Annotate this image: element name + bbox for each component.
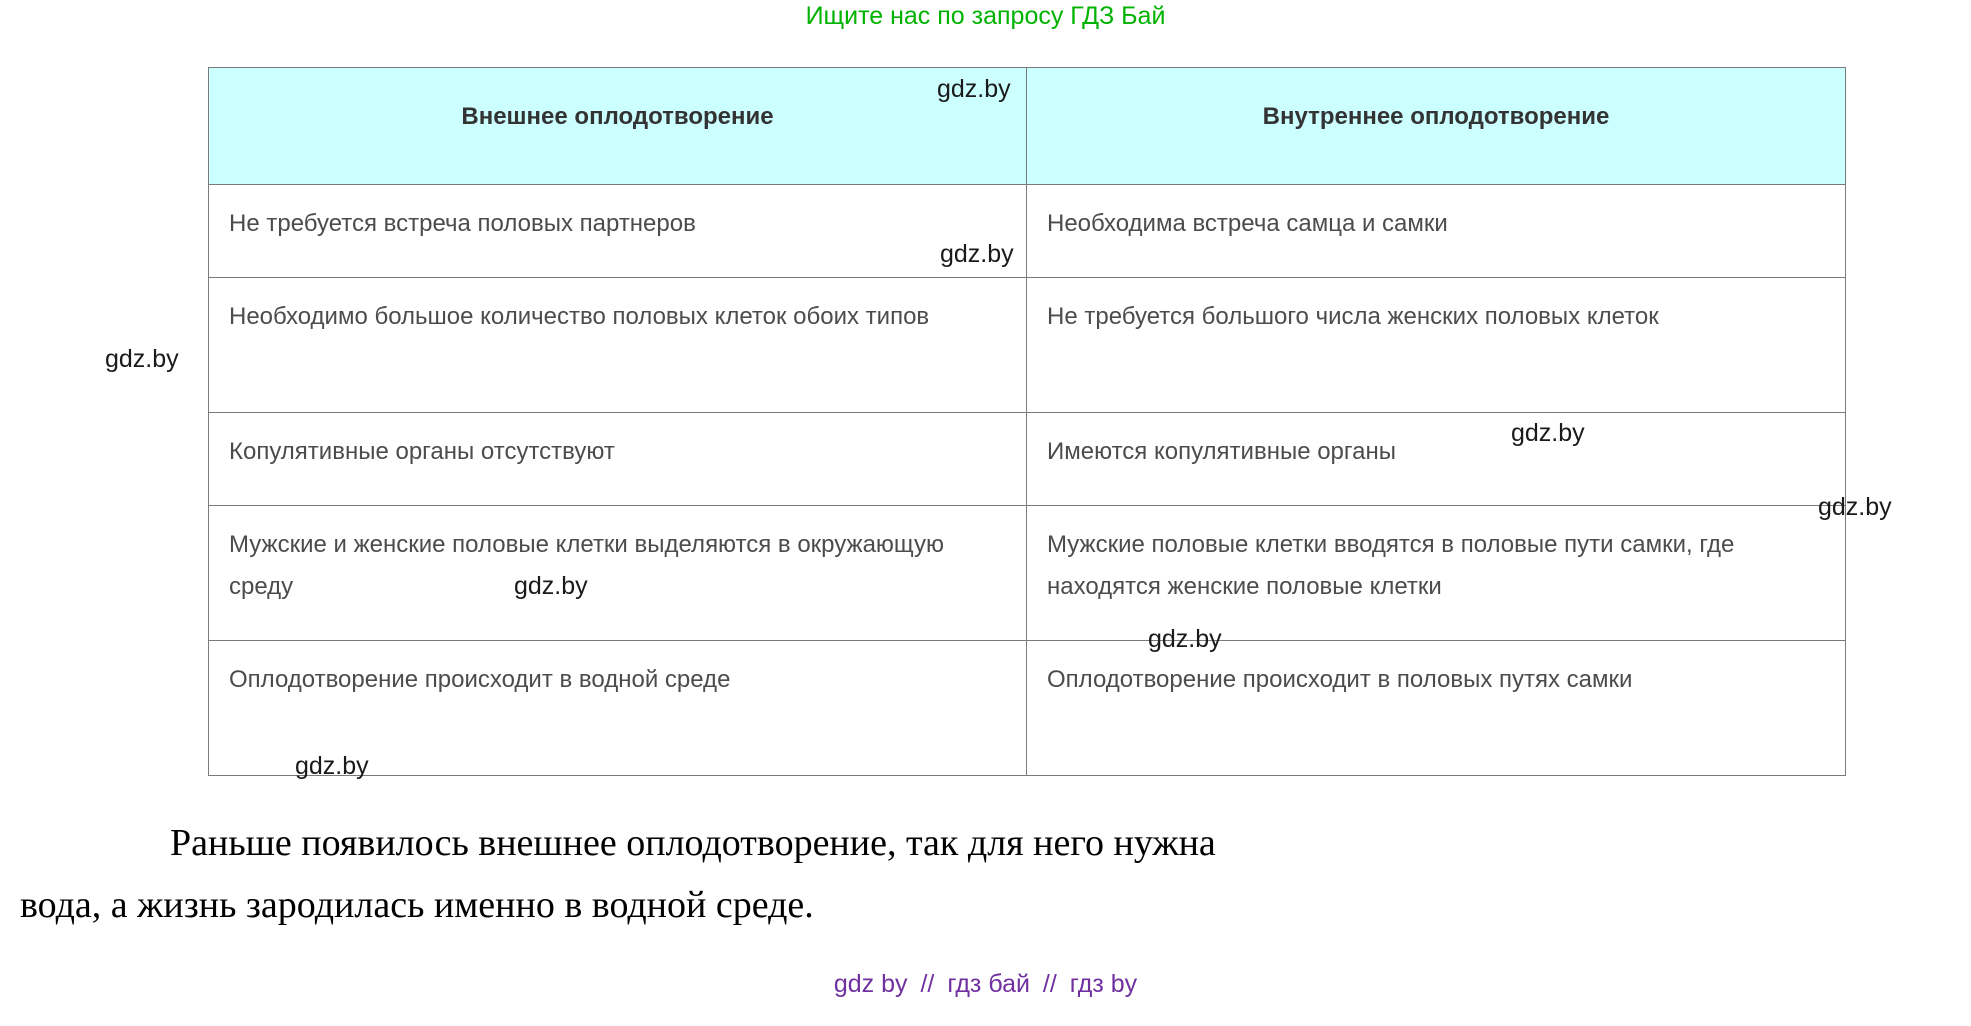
footer-separator-2: // <box>1042 970 1057 998</box>
table-cell-internal: Не требуется большого числа женских половых клеток <box>1027 278 1846 413</box>
watermark: gdz.by <box>937 75 1011 103</box>
footer-item-2: гдз бай <box>947 970 1030 998</box>
table-body <box>209 185 1846 776</box>
table-cell-internal: Имеются копулятивные органы <box>1027 413 1846 506</box>
table-cell-external: Необходимо большое количество половых клеток обоих типов <box>209 278 1027 413</box>
watermark: gdz.by <box>105 345 179 373</box>
table-row <box>209 278 1846 413</box>
table-row <box>209 506 1846 641</box>
body-paragraph <box>20 812 1950 936</box>
watermark: gdz.by <box>1818 493 1892 521</box>
table-row <box>209 641 1846 776</box>
table-header-row <box>209 68 1846 185</box>
footer-separator-1: // <box>920 970 935 998</box>
table-cell-external: Оплодотворение происходит в водной среде <box>209 641 1027 776</box>
comparison-table-wrapper <box>208 67 1763 776</box>
table-cell-internal: Мужские половые клетки вводятся в половые пути самки, где находятся женские половые клетки <box>1027 506 1846 641</box>
table-cell-external: Мужские и женские половые клетки выделяются в окружающую среду <box>209 506 1027 641</box>
footer-links <box>0 970 1971 999</box>
table-row <box>209 185 1846 278</box>
footer-item-1: gdz by <box>833 970 908 998</box>
table-row <box>209 413 1846 506</box>
footer-item-3: гдз by <box>1069 970 1138 998</box>
paragraph-line-2: вода, а жизнь зародилась именно в водной среде. <box>20 884 814 926</box>
table-header <box>209 68 1846 185</box>
watermark: gdz.by <box>295 752 369 780</box>
paragraph-line-1: Раньше появилось внешнее оплодотворение, так для него нужна <box>170 822 1216 864</box>
comparison-table <box>208 67 1846 776</box>
watermark: gdz.by <box>1148 625 1222 653</box>
watermark: gdz.by <box>940 240 1014 268</box>
table-cell-internal: Необходима встреча самца и самки <box>1027 185 1846 278</box>
table-cell-external: Копулятивные органы отсутствуют <box>209 413 1027 506</box>
watermark: gdz.by <box>514 572 588 600</box>
table-header-cell-external: Внешнее оплодотворение <box>209 68 1027 185</box>
table-header-cell-internal: Внутреннее оплодотворение <box>1027 68 1846 185</box>
table-cell-external: Не требуется встреча половых партнеров <box>209 185 1027 278</box>
watermark: gdz.by <box>1511 419 1585 447</box>
promo-banner: Ищите нас по запросу ГДЗ Бай <box>805 2 1166 30</box>
table-cell-internal: Оплодотворение происходит в половых путях самки <box>1027 641 1846 776</box>
